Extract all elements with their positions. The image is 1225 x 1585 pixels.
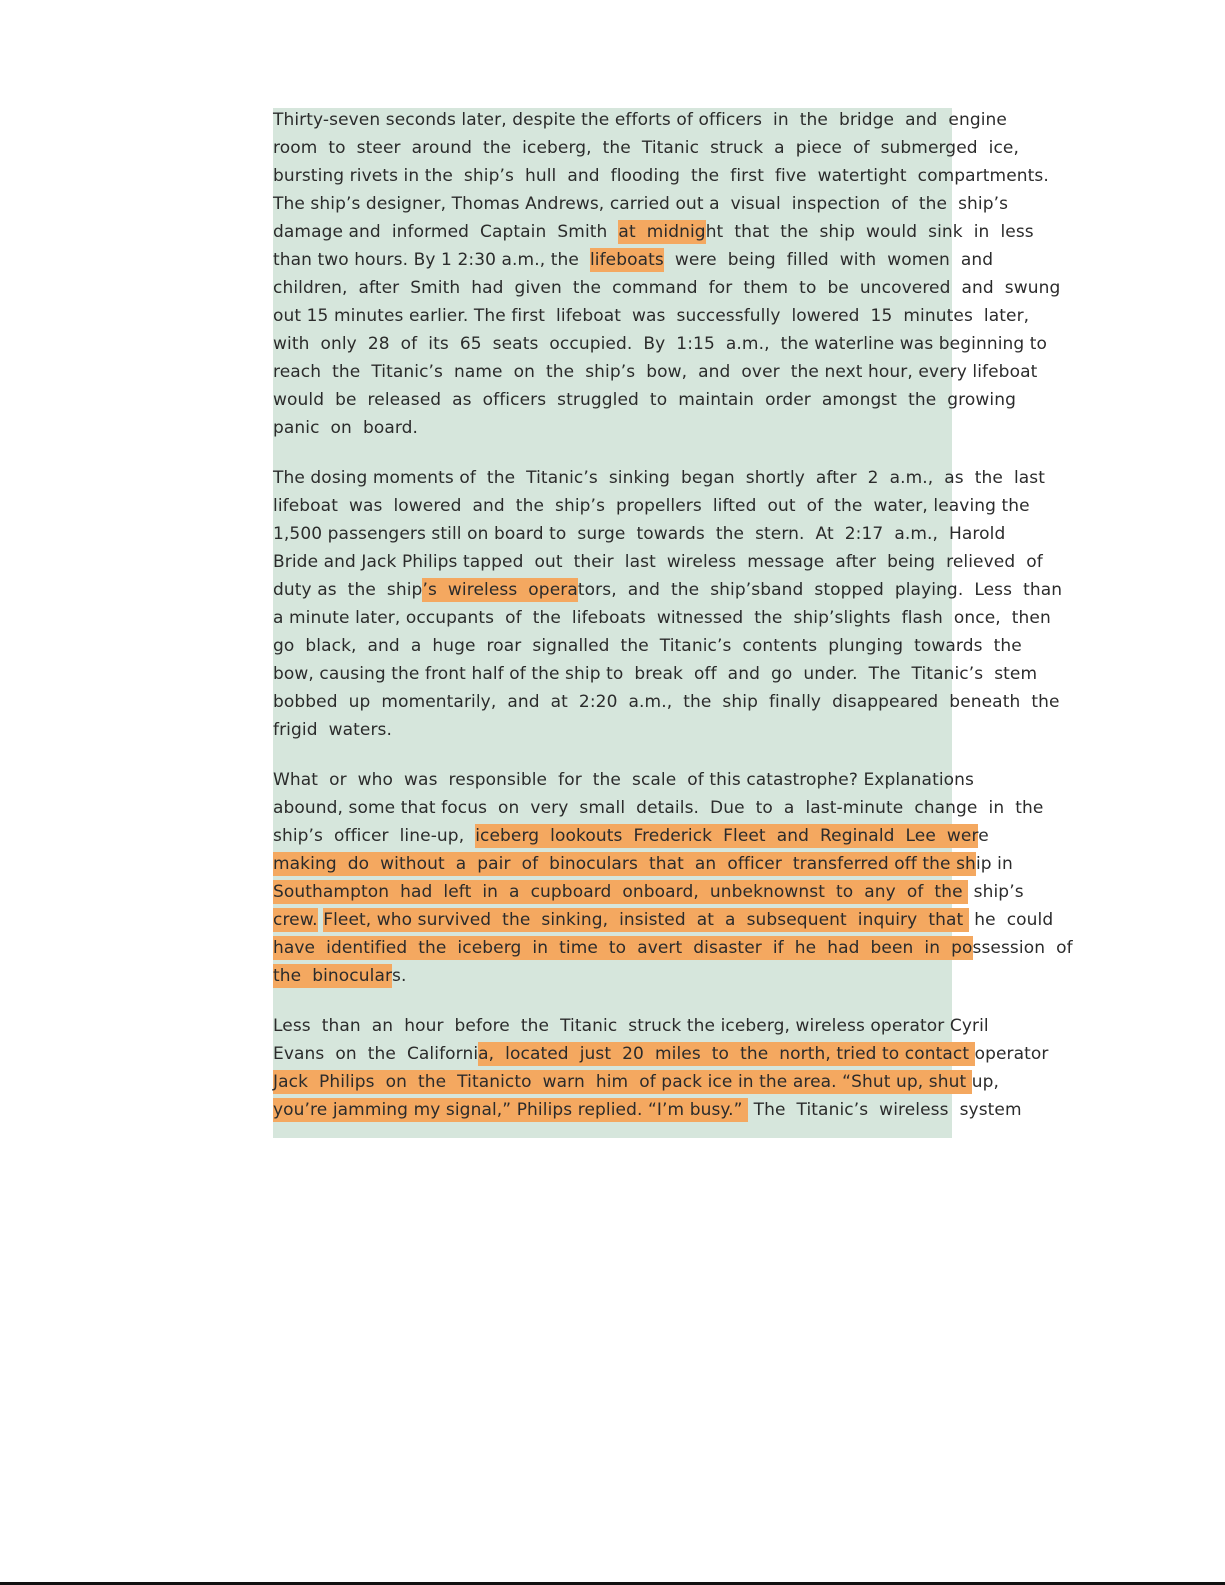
highlighted-text: at midnig [618,222,706,242]
highlighted-text: ’s wireless opera [422,580,578,600]
paragraph-1 [273,106,1063,442]
text-line [273,386,1063,414]
text-line [273,274,1063,302]
text-segment: e [978,826,989,846]
text-line [273,660,1063,688]
text-line [273,576,1063,604]
text-segment: Thirty-seven seconds later, despite the efforts of officers in the bridge and engine [273,110,1007,130]
text-segment: go black, and a huge roar signalled the Titanic’s contents plunging towards the [273,636,1022,656]
paragraph-4 [273,1012,1063,1124]
text-segment: The ship’s designer, Thomas Andrews, carried out a visual inspection of the ship’s [273,194,1009,214]
text-segment: duty as the ship [273,580,423,600]
article-text [273,106,1073,1146]
text-segment: 1,500 passengers still on board to surge towards the stern. At 2:17 a.m., Harold [273,524,1006,544]
text-line [273,1068,1063,1096]
text-line [273,190,1063,218]
text-line [273,934,1073,962]
paragraph-2 [273,464,1063,744]
text-segment: ship’s [968,882,1024,902]
highlighted-text: crew. [273,910,318,930]
text-segment: abound, some that focus on very small details. Due to a last-minute change in the [273,798,1044,818]
text-segment: bow, causing the front half of the ship to break off and go under. The Titanic’s stem [273,664,1038,684]
text-segment: The dosing moments of the Titanic’s sinking began shortly after 2 a.m., as the last [273,468,1046,488]
text-line [273,794,1063,822]
text-segment: damage and informed Captain Smith [273,222,619,242]
text-line [273,162,1063,190]
highlighted-text: you’re jamming my signal,” Philips replied. “I’m busy.” [273,1100,749,1120]
text-segment: than two hours. By 1 2:30 a.m., the [273,250,590,270]
text-segment: ht that the ship would sink in less [705,222,1034,242]
text-segment: ssession of [972,938,1073,958]
highlighted-text: Southampton had left in a cupboard onboard, unbeknownst to any of the [273,882,969,902]
text-segment: Bride and Jack Philips tapped out their last wireless message after being relieved of [273,552,1043,572]
text-segment: ip in [975,854,1013,874]
text-line [273,548,1063,576]
text-line [273,822,1063,850]
text-segment: tors, and the ship’sband stopped playing. Less than [577,580,1063,600]
text-line [273,632,1063,660]
text-segment: out 15 minutes earlier. The first lifeboat was successfully lowered 15 minutes later, [273,306,1030,326]
text-line [273,906,1063,934]
text-line [273,330,1063,358]
text-line [273,716,1063,744]
highlighted-text: have identified the iceberg in time to avert disaster if he had been in po [273,938,973,958]
text-segment: room to steer around the iceberg, the Titanic struck a piece of submerged ice, [273,138,1019,158]
text-line [273,1040,1063,1068]
text-segment: bobbed up momentarily, and at 2:20 a.m., the ship finally disappeared beneath the [273,692,1060,712]
highlighted-text: iceberg lookouts Frederick Fleet and Reginald Lee wer [475,826,979,846]
highlighted-text: the binocular [273,966,393,986]
highlighted-text: Fleet, who survived the sinking, insisted at a subsequent inquiry that [323,910,969,930]
text-segment: would be released as officers struggled to maintain order amongst the growing [273,390,1016,410]
text-segment: he could [968,910,1054,930]
text-segment: Less than an hour before the Titanic struck the iceberg, wireless operator Cyril [273,1016,989,1036]
text-segment: frigid waters. [273,720,393,740]
text-line [273,492,1063,520]
text-segment: lifeboat was lowered and the ship’s propellers lifted out of the water, leaving the [273,496,1030,516]
text-line [273,850,1063,878]
text-segment: The Titanic’s wireless system [748,1100,1022,1120]
highlighted-text: lifeboats [589,250,664,270]
text-line [273,246,1063,274]
text-line [273,218,1063,246]
text-line [273,1012,1063,1040]
text-line [273,1096,1063,1124]
text-line [273,414,1063,442]
text-segment: operator [974,1044,1049,1064]
text-line [273,688,1063,716]
text-segment: Evans on the Californi [273,1044,479,1064]
paragraph-3 [273,766,1073,990]
text-segment: up, [971,1072,1000,1092]
text-segment: s. [392,966,407,986]
text-line [273,962,1063,990]
highlighted-text: making do without a pair of binoculars that an officer transferred off the sh [273,854,976,874]
text-segment: with only 28 of its 65 seats occupied. By 1:15 a.m., the waterline was beginning to [273,334,1048,354]
text-line [273,464,1063,492]
text-line [273,766,1063,794]
text-line [273,302,1063,330]
text-line [273,106,1063,134]
highlighted-text: Jack Philips on the Titanicto warn him of pack ice in the area. “Shut up, shut [273,1072,972,1092]
text-segment: ship’s officer line-up, [273,826,476,846]
text-segment: panic on board. [273,418,419,438]
text-segment: a minute later, occupants of the lifeboats witnessed the ship’slights flash once, then [273,608,1051,628]
text-segment: What or who was responsible for the scale of this catastrophe? Explanations [273,770,974,790]
text-segment: bursting rivets in the ship’s hull and flooding the first five watertight compartments. [273,166,1049,186]
text-segment: were being filled with women and [663,250,994,270]
highlighted-text: a, located just 20 miles to the north, tried to contact [478,1044,975,1064]
text-line [273,878,1063,906]
text-segment: reach the Titanic’s name on the ship’s bow, and over the next hour, every lifeboat [273,362,1038,382]
text-line [273,134,1063,162]
text-line [273,520,1063,548]
text-line [273,604,1063,632]
text-line [273,358,1063,386]
text-segment: children, after Smith had given the command for them to be uncovered and swung [273,278,1061,298]
